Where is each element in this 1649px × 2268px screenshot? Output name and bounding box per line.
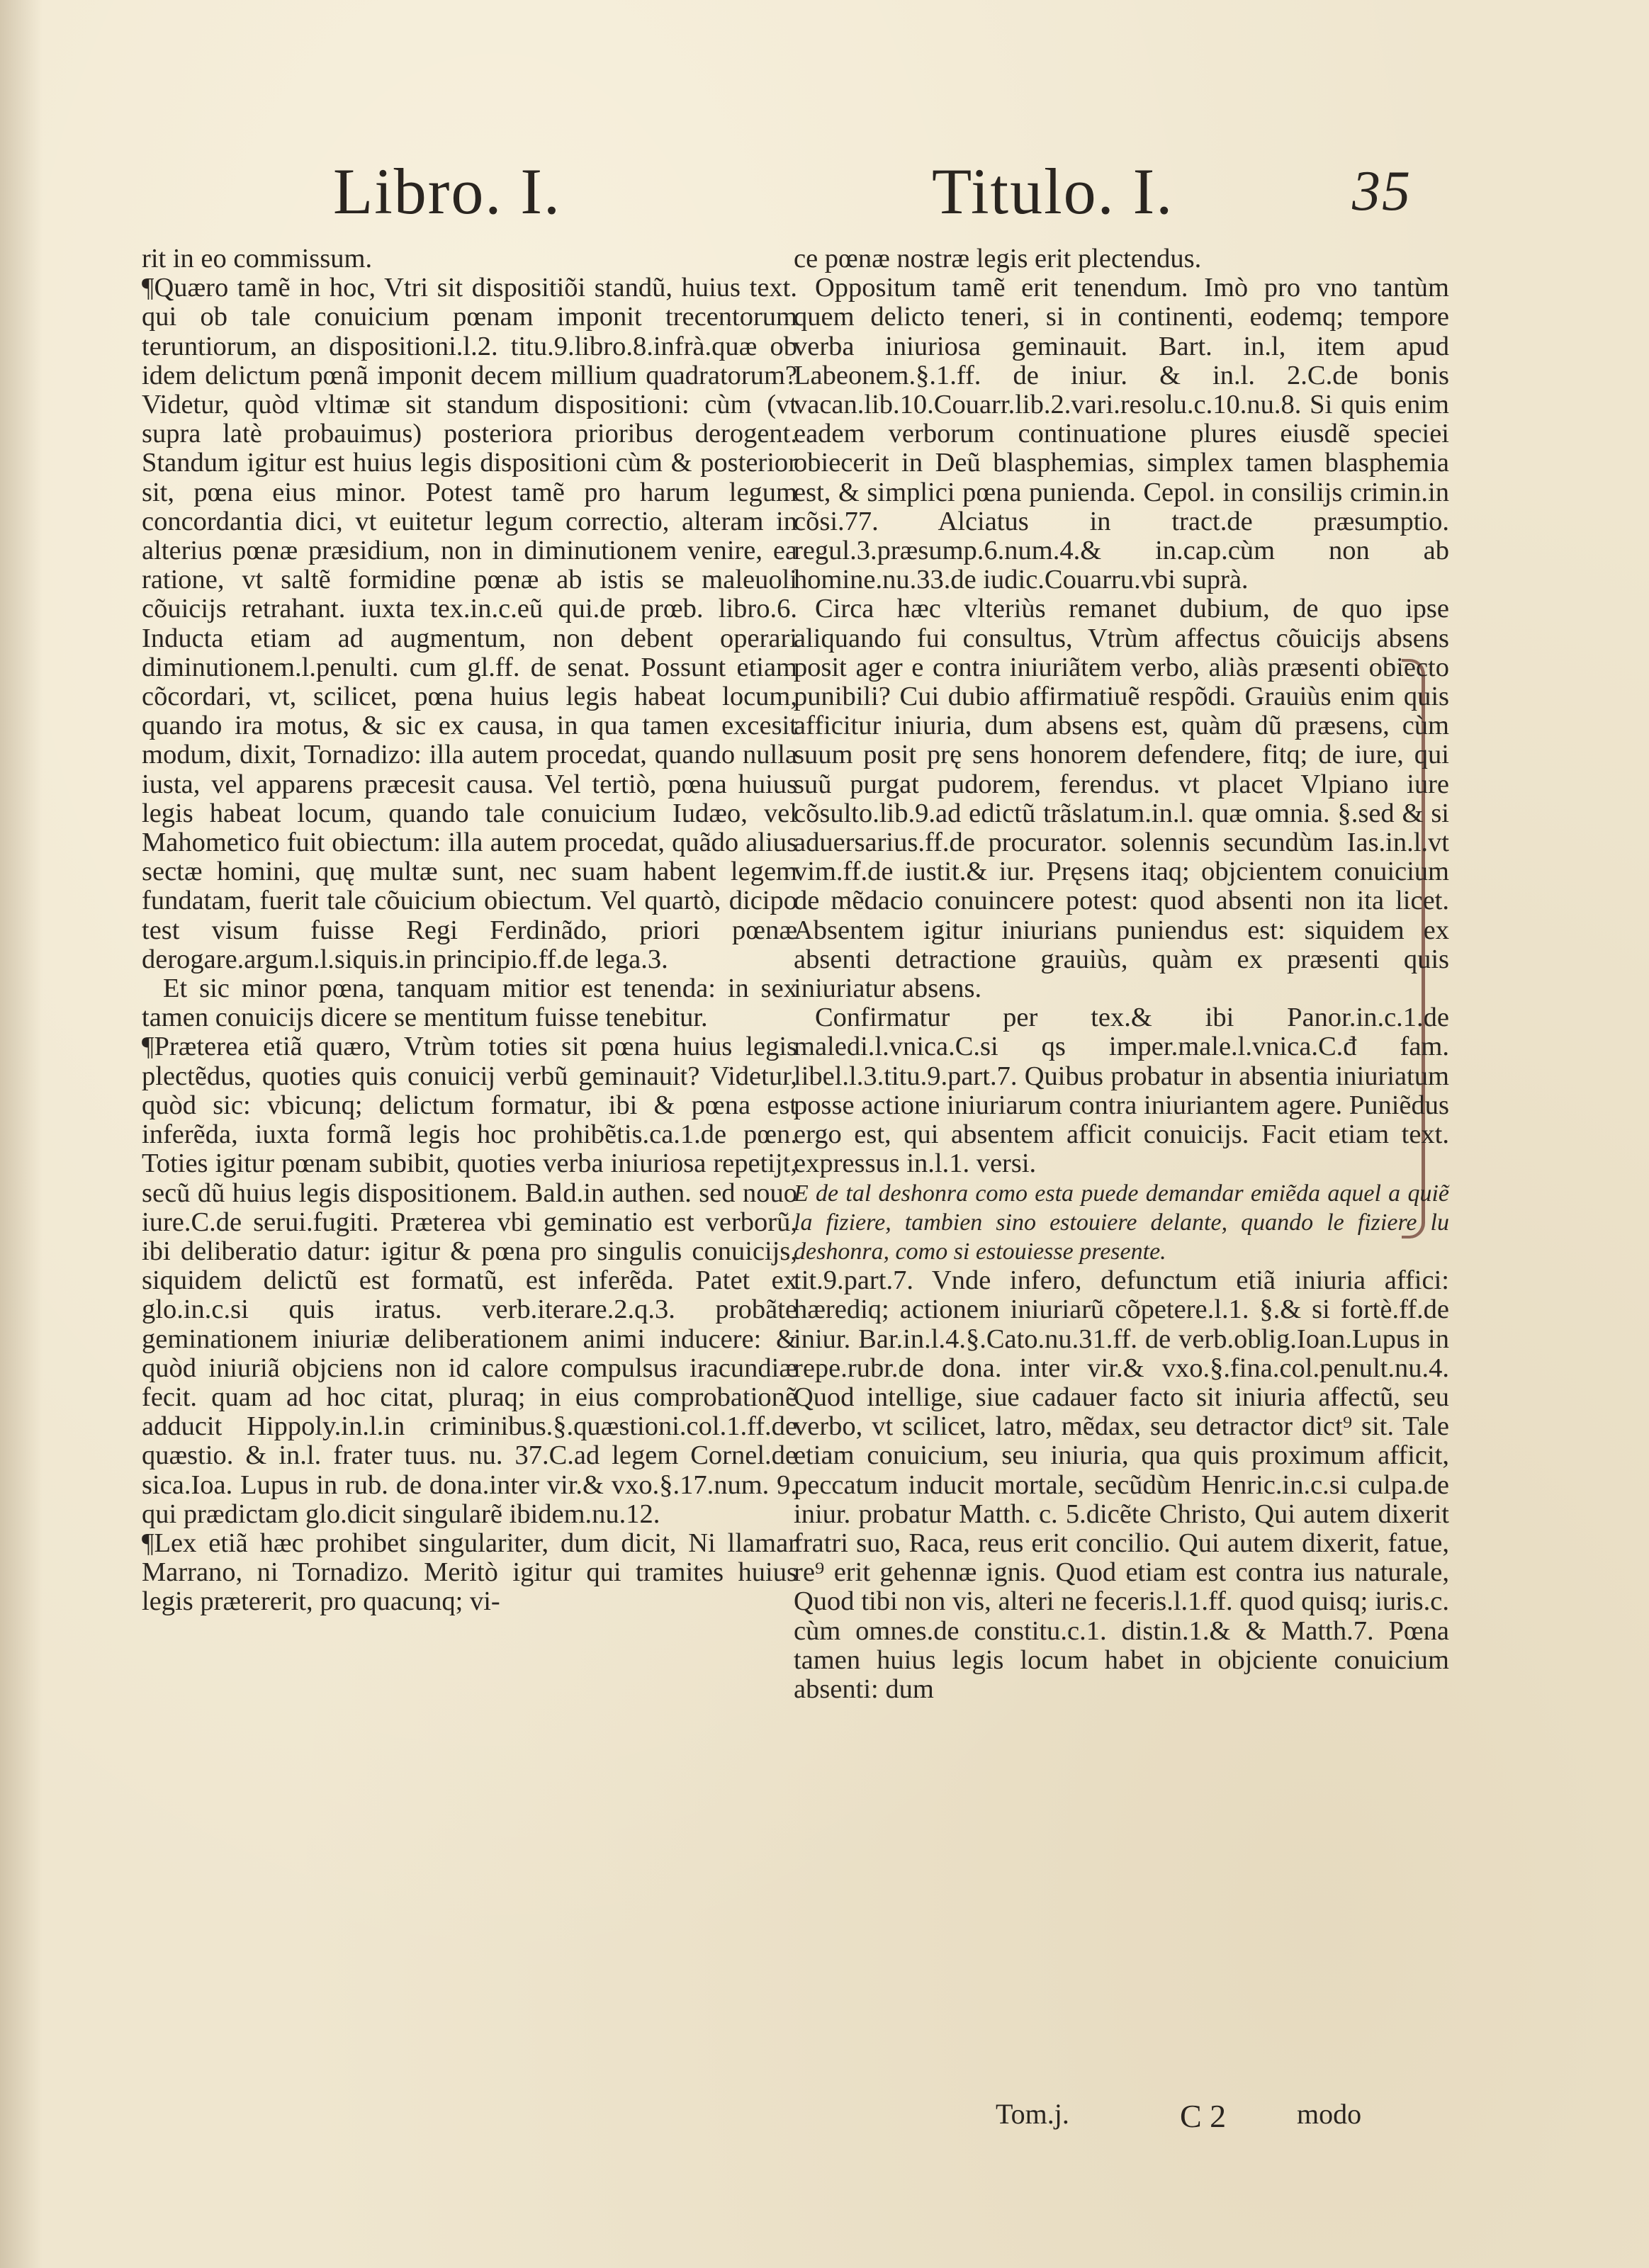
paragraph: Oppositum tamẽ erit tenendum. Imò pro vno tantùm quem delicto teneri, si in continenti, eodemq; tempore verba iniuriosa geminauit. Bart. in.l, item apud Labeonem.§.1.ff. de iniur. & in.l. 2.C.de bonis vacan.lib.10.Couarr.lib.2.vari.resolu.c.10.nu.8. Si quis enim eadem verborum continuatione plures eiusdẽ speciei obiecerit in Deũ blasphemias, simplex tamen blasphemia est, & simplici pœna punienda. Cepol. in consilijs crimin.in cõsi.77. Alciatus in tract.de præsumptio. regul.3.præsump.6.num.4.& in.cap.cùm non ab homine.nu.33.de iudic.Couarru.vbi suprà. [794,273,1449,595]
right-column [794,244,1449,1704]
paragraph: ce pœnæ nostræ legis erit plectendus. [794,244,1202,273]
paragraph: Circa hæc vlteriùs remanet dubium, de quo ipse aliquando fui consultus, Vtrùm affectus cõuicijs absens posit ager e contra iniuriãtem verbo, aliàs præsenti obiecto punibili? Cui dubio affirmatiuẽ respõdi. Grauiùs enim quis afficitur iniuria, dum absens est, quàm dũ præsens, cùm suum posit prę sens honorem defendere, fitq; de iure, qui suũ purgat pudorem, ferendus. vt placet Vlpiano iure cõsulto.lib.9.ad edictũ trãslatum.in.l. quæ omnia. §.sed & si aduersarius.ff.de procurator. solennis secundùm Ias.in.l.vt vim.ff.de iustit.& iur. Pręsens itaq; objcientem conuicium de mẽdacio conuincere potest: quod absenti non ita licet. Absentem igitur iniurians puniendus est: siquidem ex absenti detractione grauiùs, quàm ex præsenti quis iniuriatur absens. [794,594,1449,1004]
running-head-left: Libro. I. [333,155,562,227]
paragraph: Confirmatur per tex.& ibi Panor.in.c.1.de maledi.l.vnica.C.si qs imper.male.l.vnica.C.đ fam. libel.l.3.titu.9.part.7. Quibus probatur in absentia iniuriatum posse actione iniuriarum contra iniuriantem agere. Puniẽdus ergo est, qui absentem afficit conuicijs. Facit etiam text. expressus in.l.1. versi. [794,1003,1449,1179]
paragraph: ¶ Præterea etiã quæro, Vtrùm toties sit pœna huius legis plectẽdus, quoties quis conuicij verbũ geminauit? Videtur, quòd sic: vbicunq; delictum formatur, ibi & pœna est inferẽda, iuxta formã legis hoc prohibẽtis.ca.1.de pœn. Toties igitur pœnam subibit, quoties verba iniuriosa repetijt, secũ dũ huius legis dispositionem. Bald.in authen. sed nouo iure.C.de serui.fugiti. Præterea vbi geminatio est verborũ, ibi deliberatio datur: igitur & pœna pro singulis conuicijs, siquidem delictũ est formatũ, est inferẽda. Patet ex glo.in.c.si quis iratus. verb.iterare.2.q.3. probãte geminationem iniuriæ deliberationem animi inducere: & quòd iniuriã objciens non id calore compulsus iracundiæ fecit. quam ad hoc citat, pluraq; in eius comprobationẽ adducit Hippoly.in.l.in criminibus.§.quæstioni.col.1.ff.de quæstio. & in.l. frater tuus. nu. 37.C.ad legem Cornel.de sica.Ioa. Lupus in rub. de dona.inter vir.& vxo.§.17.num. 9. qui prædictam glo.dicit singularẽ ibidem.nu.12. [142,1032,797,1528]
left-column [142,244,797,1617]
signature-mark: C 2 [1180,2098,1227,2134]
signature-volume: Tom.j. [996,2098,1069,2130]
paragraph: ¶ Quæro tamẽ in hoc, Vtri sit dispositiõi standũ, huius text. qui ob tale conuicium pœnam imponit trecentorum teruntiorum, an dispositioni.l.2. titu.9.libro.8.infrà.quæ ob idem delictum pœnã imponit decem millium quadratorum? Videtur, quòd vltimæ sit standum dispositioni: cùm (vt supra latè probauimus) posteriora prioribus derogent. Standum igitur est huius legis dispositioni cùm & posterior sit, pœna eius minor. Potest tamẽ pro harum legum concordantia dici, vt euitetur legum correctio, alteram in alterius pœnæ præsidium, non in diminutionem venire, ea ratione, vt saltẽ formidine pœnæ ab istis se maleuoli cõuicijs retrahant. iuxta tex.in.c.eũ qui.de prœb. libro.6. Inducta etiam ad augmentum, non debent operari diminutionem.l.penulti. cum gl.ff. de senat. Possunt etiam cõcordari, vt, scilicet, pœna huius legis habeat locum, quando ira motus, & sic ex causa, in qua tamen excesit modum, dixit, Tornadizo: illa autem procedat, quando nulla iusta, vel apparens præcesit causa. Vel tertiò, pœna huius legis habeat locum, quando tale conuicium Iudæo, vel Mahometico fuit obiectum: illa autem procedat, quãdo alius sectæ homini, quę multæ sunt, nec suam habent legem fundatam, fuerit tale cõuicium obiectum. Vel quartò, dicipo test visum fuisse Regi Ferdinãdo, priori pœnæ derogare.argum.l.siquis.in principio.ff.de lega.3. [142,273,797,974]
gutter-shadow [0,0,43,2268]
paragraph: tit.9.part.7. Vnde infero, defunctum etiã iniuria affici: hærediq; actionem iniuriarũ cõpetere.l.1. §.& si fortè.ff.de iniur. Bar.in.l.4.§.Cato.nu.31.ff. de verb.oblig.Ioan.Lupus in repe.rubr.de dona. inter vir.& vxo.§.fina.col.penult.nu.4. Quod intellige, siue cadauer facto sit iniuria affectũ, seu verbo, vt scilicet, latro, mẽdax, seu detractor dict⁹ sit. Tale etiam conuicium, seu iniuria, qua quis proximum afficit, peccatum inducit mortale, secũdùm Henric.in.c.si culpa.de iniur. probatur Matth. c. 5.dicẽte Christo, Qui autem dixerit fratri suo, Raca, reus erit concilio. Qui autem dixerit, fatue, re⁹ erit gehennæ ignis. Quod etiam est contra ius naturale, Quod tibi non vis, alteri ne feceris.l.1.ff. quod quisq; iuris.c. cùm omnes.de constitu.c.1. distin.1.& & Matth.7. Pœna tamen huius legis locum habet in objciente conuicium absenti: dum [794,1265,1449,1704]
paragraph: Et sic minor pœna, tanquam mitior est tenenda: in sex tamen conuicijs dicere se mentitum fuisse tenebitur. [142,974,797,1033]
folio-number: 35 [1352,160,1412,222]
running-head-center: Titulo. I. [932,155,1174,227]
spanish-quotation: E de tal deshonra como esta puede demandar emiẽda aquel a quiẽ la fiziere, tambien sino estouiere delante, quando le fiziere lu deshonra, como si estouiesse presente. [794,1180,1449,1265]
catchword: modo [1297,2098,1362,2130]
paragraph: rit in eo commissum. [142,244,373,273]
paragraph: ¶ Lex etiã hæc prohibet singulariter, dum dicit, Ni llamar Marrano, ni Tornadizo. Meritò igitur qui tramites huius legis prætererit, pro quacunq; vi- [142,1529,797,1617]
